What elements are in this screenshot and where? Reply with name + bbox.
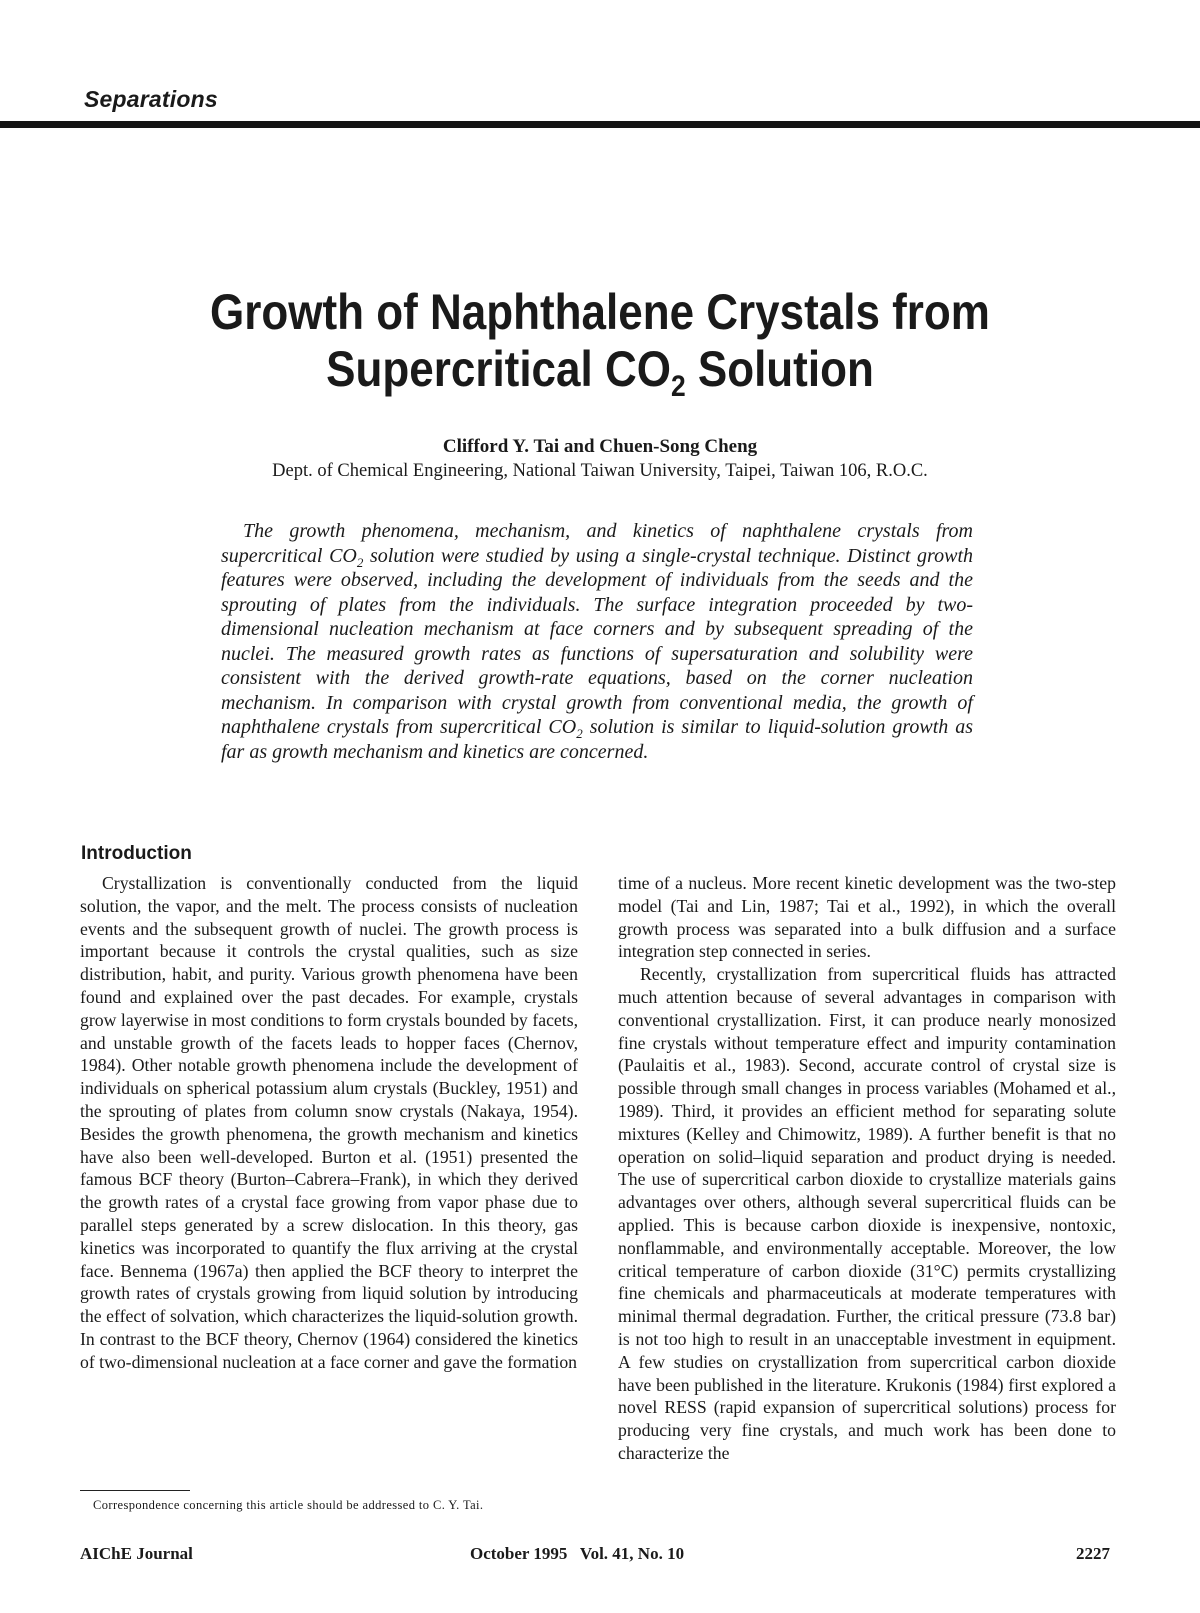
section-label: Separations <box>84 86 218 112</box>
paragraph: Crystallization is conventionally conducted from the liquid solution, the vapor, and the melt. The process consists of nucleation events and the subsequent growth of nuclei. The growth process is important because it controls the crystal qualities, such as size distribution, habit, and purity. Various growth phenomena have been found and explained over the past decades. For example, crystals grow layerwise in most conditions to form crystals bounded by facets, and unstable growth of the facets leads to hopper faces (Chernov, 1984). Other notable growth phenomena include the development of individuals on spherical potassium alum crystals (Buckley, 1951) and the sprouting of plates from column snow crystals (Nakaya, 1954). Besides the growth phenomena, the growth mechanism and kinetics have also been well-developed. Burton et al. (1951) presented the famous BCF theory (Burton–Cabrera–Frank), in which they derived the growth rates of a crystal face growing from vapor phase due to parallel steps generated by a screw dislocation. In this theory, gas kinetics was incorporated to quantify the flux arriving at the crystal face. Bennema (1967a) then applied the BCF theory to interpret the growth rates of crystals growing from liquid solution by introducing the effect of solvation, which characterizes the liquid-solution growth. In contrast to the BCF theory, Chernov (1964) considered the kinetics of two-dimensional nucleation at a face corner and gave the formation <box>80 873 578 1372</box>
abstract-text: The growth phenomena, mechanism, and kinetics of naphthalene crystals from supercritical $CO_2$ solution were studied by using a single-crystal technique. Distinct growth features were observed, including the development of individuals from the seeds and the sprouting of plates from the individuals. The surface integration proceeded by two-dimensional nucleation mechanism at face corners and by subsequent spreading of the nuclei. The measured growth rates as functions of supersaturation and solubility were consistent with the derived growth-rate equations, based on the corner nucleation mechanism. In comparison with crystal growth from conventional media, the growth of naphthalene crystals from supercritical $CO_2$ solution is similar to liquid-solution growth as far as growth mechanism and kinetics are concerned. <box>221 520 973 763</box>
journal-name: AIChE Journal <box>80 1544 193 1563</box>
authors: Clifford Y. Tai and Chuen-Song Cheng <box>442 436 758 457</box>
issue-info: October 1995 Vol. 41, No. 10 <box>470 1544 685 1563</box>
affiliation: Dept. of Chemical Engineering, National Taiwan University, Taipei, Taiwan 106, R.O.C. <box>272 461 928 481</box>
left-column <box>80 872 578 1374</box>
abstract <box>221 519 973 764</box>
title-line-2: Supercritical $CO_2$ Solution <box>326 341 874 403</box>
page-number: 2227 <box>1076 1544 1110 1563</box>
title-line-1: Growth of Naphthalene Crystals from <box>210 284 990 340</box>
paragraph: time of a nucleus. More recent kinetic development was the two-step model (Tai and Lin, 1987; Tai et al., 1992), in which the overall growth process was separated into a bulk diffusion and a surface integration step connected in series. <box>618 873 1116 962</box>
section-heading: Introduction <box>81 843 192 864</box>
footnote-rule <box>80 1490 190 1491</box>
footnote: Correspondence concerning this article should be addressed to C. Y. Tai. <box>93 1498 484 1512</box>
header-rule <box>0 121 1200 128</box>
right-column <box>618 872 1116 1465</box>
paragraph: Recently, crystallization from supercritical fluids has attracted much attention because of several advantages in comparison with conventional crystallization. First, it can produce nearly monosized fine crystals without temperature effect and impurity contamination (Paulaitis et al., 1983). Second, accurate control of crystal size is possible through small changes in process variables (Mohamed et al., 1989). Third, it provides an efficient method for separating solute mixtures (Kelley and Chimowitz, 1989). A further benefit is that no operation on solid–liquid separation and product drying is needed. The use of supercritical carbon dioxide to crystallize materials gains advantages over others, although several supercritical fluids can be applied. This is because carbon dioxide is inexpensive, nontoxic, nonflammable, and environmentally acceptable. Moreover, the low critical temperature of carbon dioxide (31°C) permits crystallizing fine chemicals and pharmaceuticals at moderate temperatures with minimal thermal degradation. Further, the critical pressure (73.8 bar) is not too high to result in an unacceptable investment in equipment. A few studies on crystallization from supercritical carbon dioxide have been published in the literature. Krukonis (1984) first explored a novel RESS (rapid expansion of supercritical solutions) process for producing very fine crystals, and much work has been done to characterize the <box>618 964 1116 1463</box>
article-title <box>72 284 1128 403</box>
